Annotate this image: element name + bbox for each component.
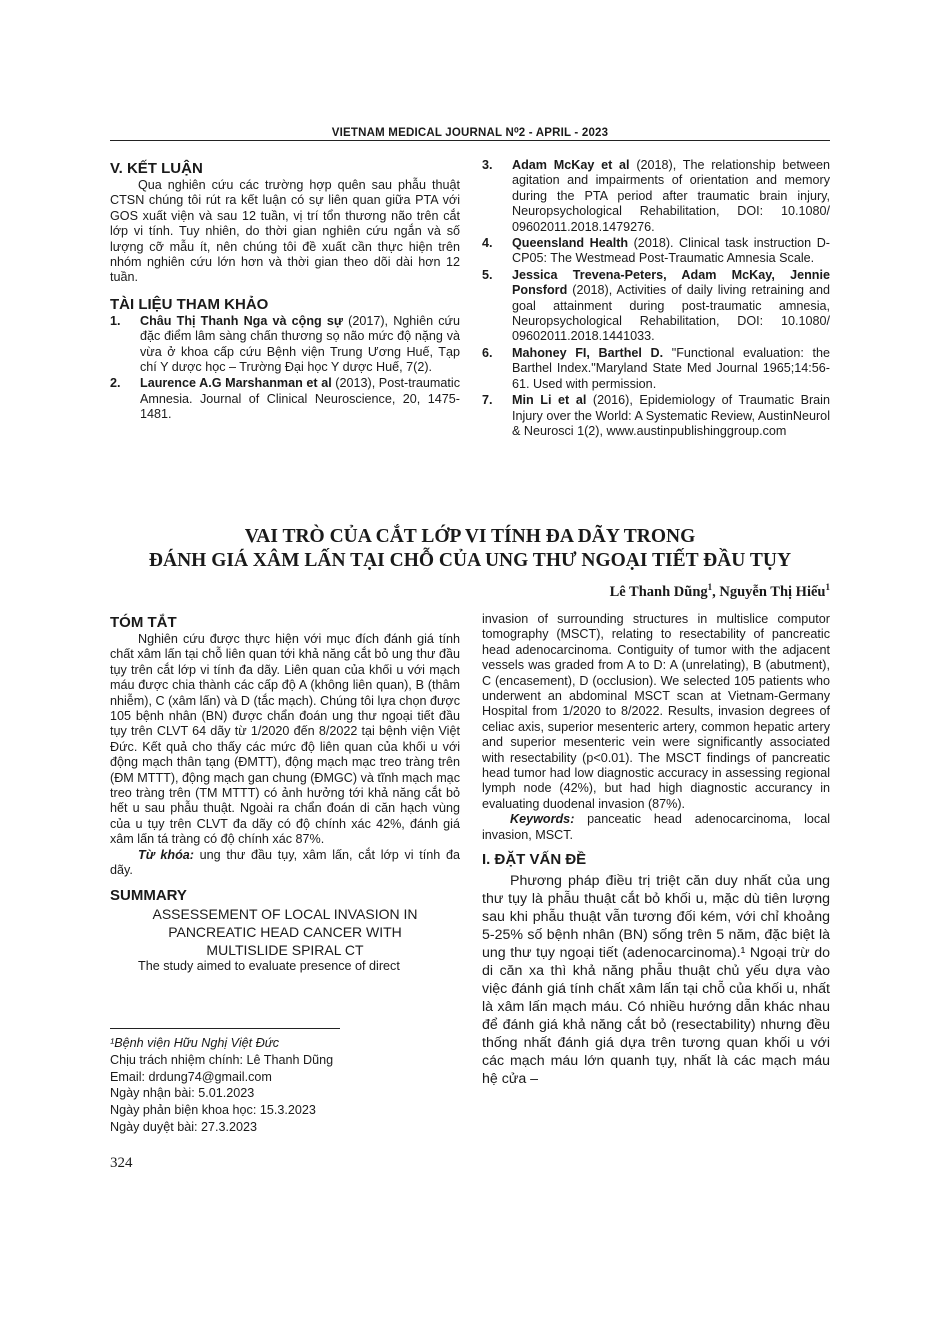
references-section-right xyxy=(482,158,830,440)
summary-text-start: The study aimed to evaluate presence of direct xyxy=(138,958,400,973)
references-heading: TÀI LIỆU THAM KHẢO xyxy=(110,295,269,313)
abstract-text: Nghiên cứu được thực hiện với mục đích đánh giá tính chất xâm lấn tại chỗ liên quan tới khả năng cắt bỏ ung thư đầu tụy trên cắt lớp vi tính đa dãy. Liên quan của khối u với mạch máu được chia thành các cấp độ A (không liên quan), B (thâm nhiễm), C (xâm lấn) và D (tắc mạch). Chúng tôi lựa chọn được 105 bệnh nhân (BN) được chẩn đoán ung thư ngoại tiết đầu tụy trên CLVT 64 dãy từ 1/2020 đến 8/2022 tại bệnh viện Việt Đức. Kết quả cho thấy các mức độ liên quan của khối u với động mạch thân tạng (ĐMTT), động mạch mạc treo tràng trên (ĐM MTTT), động mạch gan chung (ĐMGC) và tĩnh mạch mạc treo tràng trên (TM MTTT) có ảnh hưởng tới khả năng cắt bỏ hết u sau phẫu thuật. Ngoài ra chẩn đoán di căn hạch vùng của u tụy trên CLVT đa dãy có độ chính xác 42%, đánh giá xâm lấn tá tràng có độ chính xác 87%. xyxy=(110,632,460,847)
summary-text: invasion of surrounding structures in multislice computor tomography (MSCT), relating to resectability of pancreatic head adenocarcinoma. Contiguity of tumor with the adjacent vessels was graded from A to D: A (unrelating), B (abutment), C (encasement), D (occlusion). We selected 105 patients who underwent an abdominal MSCT scan at Vietnam-Germany Hospital from 1/2020 to 8/2022. Results, invasion degrees of celiac axis, superior mesenteric artery, common hepatic artery and superior mesenteric vein were significantly associated with resectability (p<0.01). The MSCT findings of pancreatic head tumor had low diagnostic accuracy in assessing regional lymph node (42%), but had high diagnostic accurancy in evaluating duodenal invasion (87%). xyxy=(482,612,830,811)
author-separator: , xyxy=(712,583,720,600)
reference-item xyxy=(110,314,460,376)
journal-header: VIETNAM MEDICAL JOURNAL N⁰2 - APRIL - 2023 xyxy=(331,127,609,139)
reference-authors: Laurence A.G Marshanman et al xyxy=(140,376,332,391)
reference-text: (2017), Nghiên cứu đặc điểm lâm sàng chấn thương sọ não mức độ nặng và vừa ở khoa cấp cứu Bệnh viện Trung Ương Huế, Tạp chí Y dược học – Trường Đại học Y dược Huế, 7(2). xyxy=(140,313,460,375)
conclusion-section xyxy=(110,160,460,424)
reference-item xyxy=(482,393,830,439)
reference-number: 6. xyxy=(482,345,493,360)
footnote-accepted: Ngày duyệt bài: 27.3.2023 xyxy=(110,1119,258,1134)
summary-title xyxy=(110,905,460,959)
references-list-left xyxy=(110,314,460,423)
author-name: Nguyễn Thị Hiếu xyxy=(719,583,826,600)
reference-number: 7. xyxy=(482,393,493,408)
reference-text: (2016), Epidemiology of Traumatic Brain Injury over the World: A Systematic Review, AustinNeurol & Neurosci 1(2), www.austinpublishinggroup.com xyxy=(512,393,830,438)
footnote xyxy=(110,1035,470,1136)
reference-authors: Jessica Trevena-Peters, Adam McKay, Jennie Ponsford xyxy=(512,267,830,298)
reference-authors: Queensland Health xyxy=(512,236,629,251)
author-affiliation-mark: 1 xyxy=(707,582,713,592)
article-title xyxy=(110,525,830,573)
intro-text: Phương pháp điều trị triệt căn duy nhất của ung thư tụy là phẫu thuật cắt bỏ khối u, mặc dù tiên lượng sau khi phẫu thuật vẫn tương đối kém, với chỉ khoảng 5-25% số bệnh nhân (BN) sống trên 5 năm, đặc biệt là ung thư tụy ngoại tiết (adenocarcinoma).¹ Ngoại trừ do di căn xa thì khả năng phẫu thuật chủ yếu dựa vào việc đánh giá tính chất xâm lấn tại chỗ của khối u, nhất là xâm lấn mạch máu. Có nhiều hướng dẫn khác nhau để đánh giá khả năng cắt bỏ (resectability) nhưng đều thống nhất đánh giá dựa trên tương quan khối u với các mạch máu lớn quanh tụy, nhất là các mạch máu hệ cửa – xyxy=(482,873,830,1088)
reference-authors: Adam McKay et al xyxy=(512,158,630,172)
conclusion-heading: V. KẾT LUẬN xyxy=(110,160,203,177)
reference-number: 3. xyxy=(482,158,493,172)
footnote-email: Email: drdung74@gmail.com xyxy=(110,1069,272,1084)
reference-authors: Mahoney FI, Barthel D. xyxy=(512,345,664,360)
header-divider xyxy=(110,140,830,141)
author-name: Lê Thanh Dũng xyxy=(609,583,708,600)
keywords-text: panceatic head adenocarcinoma, local invasion, MSCT. xyxy=(482,812,830,842)
references-list-right xyxy=(482,158,830,439)
reference-text: (2018), The relationship between agitation and impairments of orientation and memory during the PTA period after traumatic brain injury, Neuropsychological Rehabilitation, DOI: 10.1080/ 09602011.2018.1479276. xyxy=(512,158,830,234)
keywords-label: Keywords: xyxy=(510,812,575,827)
reference-authors: Châu Thị Thanh Nga và cộng sự xyxy=(140,313,344,328)
reference-item xyxy=(482,158,830,235)
article-title-line2: ĐÁNH GIÁ XÂM LẤN TẠI CHỖ CỦA UNG THƯ NGOẠI TIẾT ĐẦU TỤY xyxy=(148,550,792,571)
reference-item xyxy=(482,268,830,345)
summary-heading: SUMMARY xyxy=(110,886,187,904)
article-title-line1: VAI TRÒ CỦA CẮT LỚP VI TÍNH ĐA DÃY TRONG xyxy=(244,526,696,547)
conclusion-text: Qua nghiên cứu các trường hợp quên sau phẫu thuật CTSN chúng tôi rút ra kết luận có sự liên quan giữa PTA với GOS xuất viện và sau 12 tuần, vị trí tổn thương não trên cắt lớp vi tính. Tuy nhiên, do thời gian nghiên cứu ngắn và số lượng cỡ mẫu ít, nên chúng tôi đề xuất cần thực hiện trên nhóm nghiên cứu lớn hơn và thời gian theo dõi dài hơn 12 tuần. xyxy=(110,178,460,285)
summary-title-line: PANCREATIC HEAD CANCER WITH xyxy=(168,923,402,940)
reference-item xyxy=(482,346,830,392)
footnote-corresponding: Chịu trách nhiệm chính: Lê Thanh Dũng xyxy=(110,1052,334,1067)
page-number: 324 xyxy=(110,1155,133,1171)
abstract-keywords xyxy=(110,848,460,879)
summary-title-line: MULTISLIDE SPIRAL CT xyxy=(206,941,364,958)
reference-number: 2. xyxy=(110,376,121,391)
reference-number: 5. xyxy=(482,267,493,282)
summary-continuation xyxy=(482,612,830,1088)
summary-title-line: ASSESSEMENT OF LOCAL INVASION IN xyxy=(152,905,418,922)
reference-authors: Min Li et al xyxy=(512,393,587,408)
footnote-received: Ngày nhận bài: 5.01.2023 xyxy=(110,1086,255,1101)
author-affiliation-mark: 1 xyxy=(825,582,830,592)
intro-heading: I. ĐẶT VẤN ĐỀ xyxy=(482,851,587,869)
reference-number: 4. xyxy=(482,236,493,251)
footnote-reviewed: Ngày phản biện khoa học: 15.3.2023 xyxy=(110,1103,316,1118)
reference-text: (2018). Clinical task instruction D-CP05: The Westmead Post-Traumatic Amnesia Scale. xyxy=(512,236,830,266)
reference-item xyxy=(482,236,830,267)
keywords-text: ung thư đầu tụy, xâm lấn, cắt lớp vi tính đa dãy. xyxy=(110,847,460,878)
reference-text: "Functional evaluation: the Barthel Index."Maryland State Med Journal 1965;14:56-61. Used with permission. xyxy=(512,345,830,391)
article-authors xyxy=(470,582,830,601)
footnote-divider xyxy=(110,1028,340,1029)
summary-keywords xyxy=(482,812,830,843)
keywords-label: Từ khóa: xyxy=(138,847,194,862)
reference-text: (2013), Post-traumatic Amnesia. Journal of Clinical Neuroscience, 20, 1475-1481. xyxy=(140,376,460,422)
abstract-section xyxy=(110,614,460,974)
reference-number: 1. xyxy=(110,313,121,328)
footnote-affiliation: ¹Bệnh viện Hữu Nghị Việt Đức xyxy=(110,1036,280,1050)
reference-text: (2018), Activities of daily living retraining and goal attainment during post-traumatic amnesia, Neuropsychological Rehabilitation, DOI: 10.1080/ 09602011.2018.1441033. xyxy=(512,283,830,344)
abstract-heading: TÓM TẮT xyxy=(110,614,177,631)
reference-item xyxy=(110,376,460,422)
